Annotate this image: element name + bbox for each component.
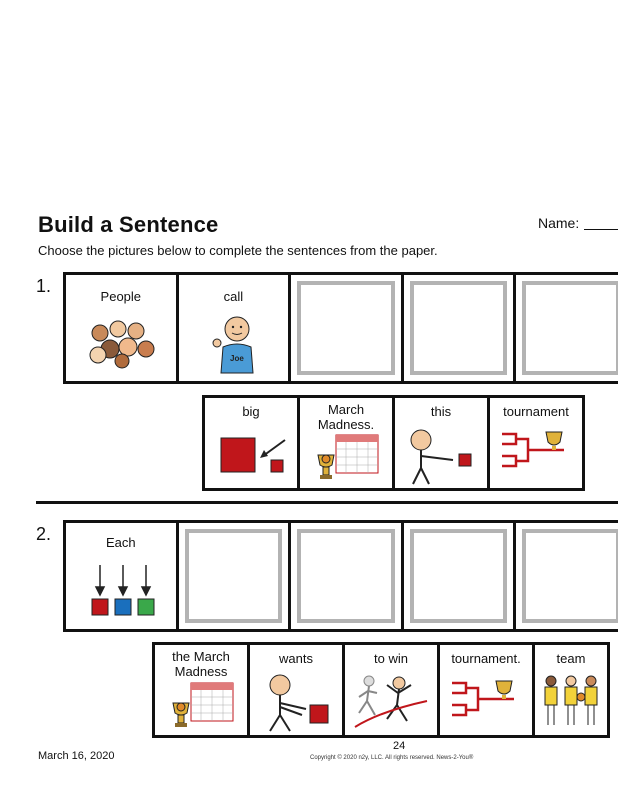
- each-arrows-squares-icon: [88, 563, 158, 619]
- people-group-icon: [88, 319, 158, 369]
- choice-tournament[interactable]: [490, 398, 582, 488]
- choice-row-1: [202, 395, 585, 491]
- card-label: tournament.: [451, 651, 521, 666]
- sentence-number-1: 1.: [36, 276, 52, 296]
- answer-slot[interactable]: [516, 523, 618, 629]
- choice-wants[interactable]: [250, 645, 342, 735]
- sentence-row-2: [63, 520, 618, 632]
- sentence-row-1: [63, 272, 618, 384]
- name-label: Name:: [538, 215, 580, 231]
- instructions-text: Choose the pictures below to complete the sentences from the paper.: [38, 243, 438, 258]
- choice-to-win[interactable]: [345, 645, 437, 735]
- card-label: call: [223, 289, 244, 304]
- card-people[interactable]: [66, 275, 176, 381]
- answer-slot[interactable]: [291, 523, 401, 629]
- sentence-number-2: 2.: [36, 524, 52, 544]
- person-joe-icon: [207, 315, 267, 375]
- march-madness-calendar-icon: [314, 433, 384, 483]
- runner-finish-icon: [351, 671, 431, 731]
- card-label: the March Madness: [172, 649, 230, 679]
- answer-slot[interactable]: [404, 275, 514, 381]
- choice-this[interactable]: [395, 398, 487, 488]
- pointing-person-icon: [401, 426, 481, 486]
- card-label: People: [100, 289, 142, 304]
- choice-march-madness[interactable]: [300, 398, 392, 488]
- card-label: big: [242, 404, 260, 419]
- card-label: to win: [374, 651, 408, 666]
- page-number: 24: [393, 740, 406, 752]
- answer-slot[interactable]: [404, 523, 514, 629]
- card-each[interactable]: [66, 523, 176, 629]
- choice-tournament-period[interactable]: [440, 645, 532, 735]
- wants-person-icon: [256, 673, 336, 733]
- choice-row-2: [152, 642, 610, 738]
- big-square-icon: [213, 430, 293, 480]
- section-divider: [36, 501, 618, 504]
- answer-slot[interactable]: [516, 275, 618, 381]
- choice-the-march-madness[interactable]: [155, 645, 247, 735]
- card-label: team: [556, 651, 586, 666]
- copyright-text: Copyright © 2020 n2y, LLC. All rights reserved. News-2-You®: [310, 755, 474, 761]
- svg-text:Joe: Joe: [229, 354, 244, 363]
- card-label: tournament: [503, 404, 569, 419]
- choice-big[interactable]: [205, 398, 297, 488]
- card-label: March Madness.: [317, 402, 375, 432]
- choice-team[interactable]: [535, 645, 607, 735]
- bracket-trophy-icon: [498, 428, 578, 478]
- card-label: wants: [279, 651, 313, 666]
- march-madness-calendar-icon: [169, 681, 239, 731]
- card-label: this: [430, 404, 452, 419]
- page-title: Build a Sentence: [38, 212, 219, 237]
- footer-date: March 16, 2020: [38, 750, 115, 762]
- basketball-team-icon: [539, 673, 605, 729]
- answer-slot[interactable]: [291, 275, 401, 381]
- card-label: Each: [105, 535, 136, 550]
- bracket-trophy-icon: [448, 677, 528, 727]
- card-call[interactable]: [179, 275, 289, 381]
- name-line-field[interactable]: [584, 229, 618, 230]
- answer-slot[interactable]: [179, 523, 289, 629]
